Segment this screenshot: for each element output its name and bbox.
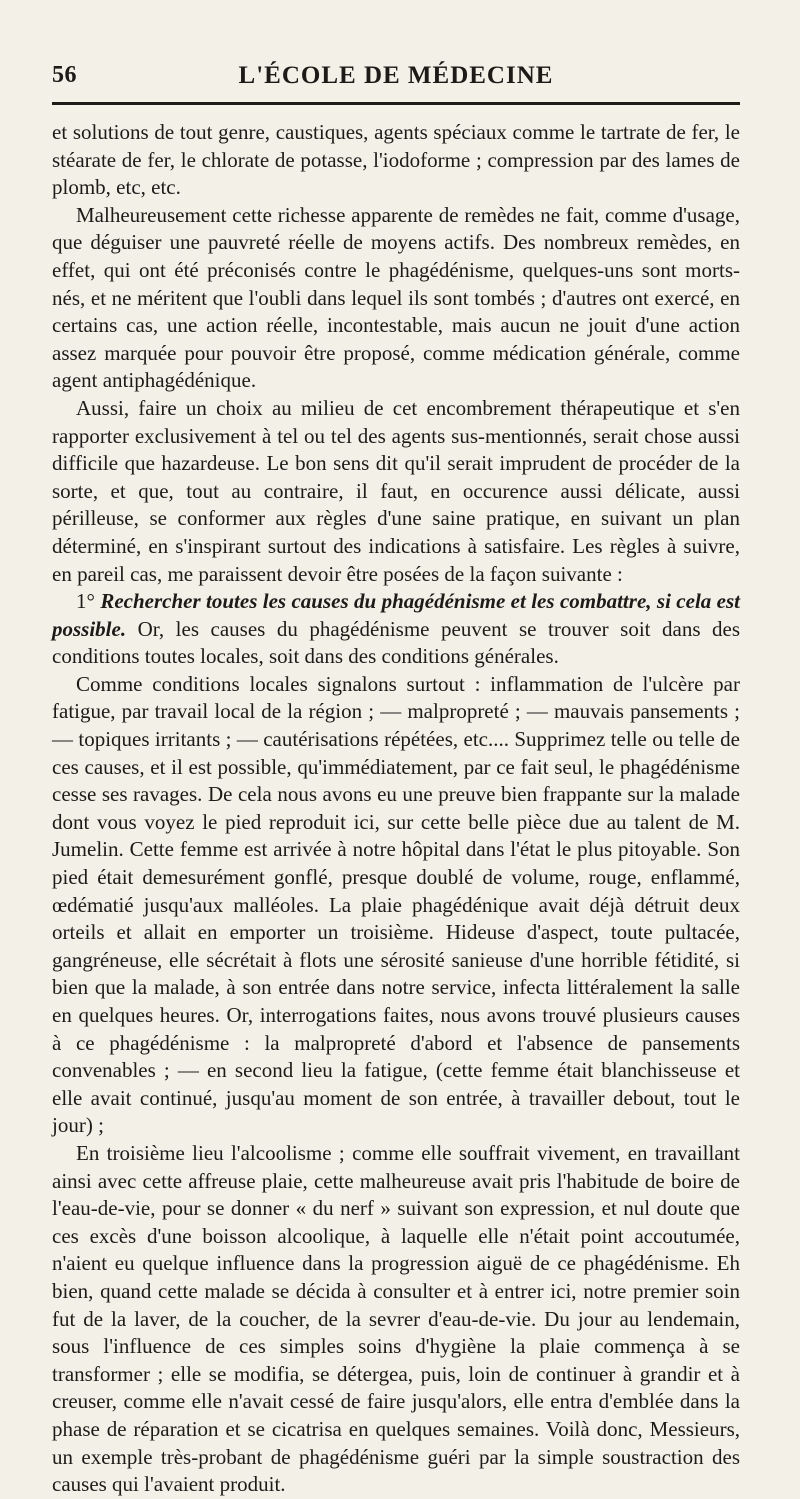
paragraph: Comme conditions locales signalons surtout : inflammation de l'ulcère par fatigue, par travail local de la région ; — malpropreté ; — mauvais pansements ; — topiques irritants ; — cautérisations répétées, etc.... Supprimez telle ou telle de ces causes, et il est possible, qu'immédiatement, par ce fait seul, le phagédénisme cesse ses ravages. De cela nous avons eu une preuve bien frappante sur la malade dont vous voyez le pied reproduit ici, sur cette belle pièce due au talent de M. Jumelin. Cette femme est arrivée à notre hôpital dans l'état le plus pitoyable. Son pied était demesurément gonflé, presque doublé de volume, rouge, enflammé, œdématié jusqu'aux malléoles. La plaie phagédénique avait déjà détruit deux orteils et allait en emporter un troisième. Hideuse d'aspect, toute pultacée, gangréneuse, elle sécrétait à flots une sérosité sanieuse d'une horrible fétidité, si bien que la malade, à son entrée dans notre service, infecta littéralement la salle en quelques heures. Or, interrogations faites, nous avons trouvé plusieurs causes à ce phagédénisme : la malpropreté d'abord et l'absence de pansements convenables ; — en second lieu la fatigue, (cette femme était blanchisseuse et elle avait continué, jusqu'au moment de son entrée, à travailler debout, tout le jour) ; <box>52 671 740 1138</box>
item-number: 1° <box>76 589 95 614</box>
paragraph: Aussi, faire un choix au milieu de cet encombrement thérapeutique et s'en rapporter exclusivement à tel ou tel des agents sus-mentionnés, serait chose aussi difficile que hazardeuse. Le bon sens dit qu'il serait imprudent de procéder de la sorte, et que, tout au contraire, il faut, en occurence aussi délicate, aussi périlleuse, se conformer aux règles d'une saine pratique, en suivant un plan déterminé, en s'inspirant surtout des indications à satisfaire. Les règles à suivre, en pareil cas, me paraissent devoir être posées de la façon suivante : <box>52 395 740 586</box>
running-title: L'ÉCOLE DE MÉDECINE <box>238 62 554 89</box>
body-text <box>52 119 740 1499</box>
paragraph: En troisième lieu l'alcoolisme ; comme elle souffrait vivement, en travaillant ainsi avec cette affreuse plaie, cette malheureuse avait pris l'habitude de boire de l'eau-de-vie, pour se donner « du nerf » suivant son expression, et nul doute que ces excès d'une boisson alcoolique, à laquelle elle n'était point accoutumée, n'aient eu quelque influence dans la progression aiguë de ce phagédénisme. Eh bien, quand cette malade se décida à consulter et à entrer ici, notre premier soin fut de la laver, de la coucher, de la sevrer d'eau-de-vie. Du jour au lendemain, sous l'influence de ces simples soins d'hygiène la plaie commença à se transformer ; elle se modifia, se détergea, puis, loin de continuer à grandir et à creuser, comme elle n'avait cessé de faire jusqu'alors, elle entra d'emblée dans la phase de réparation et se cicatrisa en quelques semaines. Voilà donc, Messieurs, un exemple très-probant de phagédénisme guéri par la simple soustraction des causes qui l'avaient produit. <box>52 1140 740 1497</box>
page-header <box>52 56 740 96</box>
header-rule <box>52 102 740 105</box>
item-emphasis: Rechercher toutes les causes du phagédénisme et les combattre, si cela est possible. <box>52 589 741 641</box>
numbered-item <box>52 588 740 671</box>
page-number: 56 <box>52 62 77 88</box>
item-text: Or, les causes du phagédénisme peuvent se trouver soit dans des conditions toutes locales, soit dans des conditions générales. <box>52 616 740 669</box>
paragraph: Malheureusement cette richesse apparente de remèdes ne fait, comme d'usage, que déguiser une pauvreté réelle de moyens actifs. Des nombreux remèdes, en effet, qui ont été préconisés contre le phagédénisme, quelques-uns sont morts-nés, et ne méritent que l'oubli dans lequel ils sont tombés ; d'autres ont exercé, en certains cas, une action réelle, incontestable, mais aucun ne jouit d'une action assez marquée pour pouvoir être proposé, comme médication générale, comme agent antiphagédénique. <box>52 202 740 393</box>
paragraph: et solutions de tout genre, caustiques, agents spéciaux comme le tartrate de fer, le stéarate de fer, le chlorate de potasse, l'iodoforme ; compression par des lames de plomb, etc, etc. <box>52 120 740 200</box>
